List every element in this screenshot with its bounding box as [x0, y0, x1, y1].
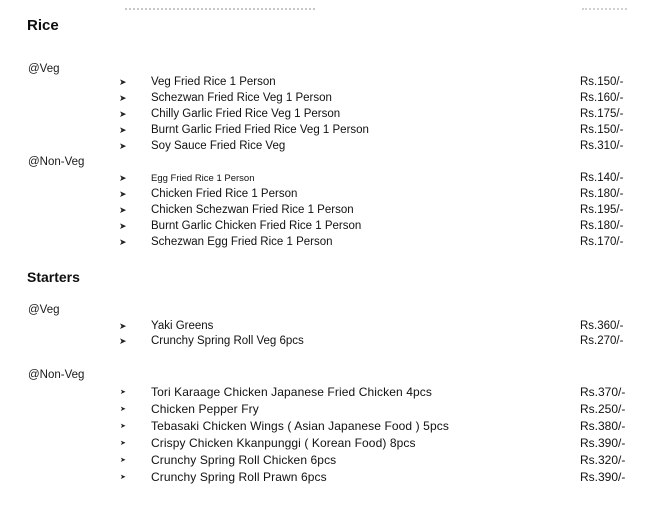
group-label-rice-veg: @Veg	[28, 63, 60, 75]
arrowhead-bullet-icon: ➤	[119, 336, 127, 346]
menu-item	[0, 320, 650, 336]
menu-item	[0, 172, 650, 188]
menu-item-name: Tori Karaage Chicken Japanese Fried Chicken 4pcs	[151, 385, 432, 399]
menu-item-price: Rs.180/-	[580, 188, 624, 200]
section-title-rice: Rice	[27, 17, 59, 34]
menu-item-name: Schezwan Egg Fried Rice 1 Person	[151, 236, 333, 248]
menu-item-price: Rs.175/-	[580, 108, 624, 120]
menu-item-name: Chicken Schezwan Fried Rice 1 Person	[151, 204, 354, 216]
menu-item-price: Rs.160/-	[580, 92, 624, 104]
menu-item	[0, 402, 650, 418]
group-label-starters-non-veg: @Non-Veg	[28, 369, 85, 381]
menu-item-price: Rs.270/-	[580, 335, 624, 347]
menu-item-price: Rs.140/-	[580, 172, 624, 184]
section-title-starters: Starters	[27, 269, 80, 285]
menu-item-name: Crunchy Spring Roll Prawn 6pcs	[151, 470, 327, 484]
menu-item-price: Rs.320/-	[580, 453, 626, 467]
menu-item-price: Rs.170/-	[580, 236, 624, 248]
menu-item	[0, 140, 650, 156]
menu-item	[0, 419, 650, 435]
menu-item-name: Chicken Fried Rice 1 Person	[151, 188, 298, 200]
menu-item-name: Chilly Garlic Fried Rice Veg 1 Person	[151, 108, 341, 120]
menu-item-name: Egg Fried Rice 1 Person	[151, 173, 255, 184]
menu-item	[0, 385, 650, 401]
menu-item-name: Tebasaki Chicken Wings ( Asian Japanese Food ) 5pcs	[151, 419, 449, 433]
menu-item-price: Rs.390/-	[580, 470, 626, 484]
arrowhead-bullet-icon: ➤	[119, 77, 127, 87]
menu-item-price: Rs.390/-	[580, 436, 626, 450]
menu-item-price: Rs.150/-	[580, 124, 624, 136]
menu-item	[0, 188, 650, 204]
menu-item	[0, 92, 650, 108]
menu-item-price: Rs.250/-	[580, 402, 626, 416]
menu-item-price: Rs.180/-	[580, 220, 624, 232]
arrowhead-bullet-icon: ➤	[119, 173, 127, 183]
menu-item-name: Crunchy Spring Roll Chicken 6pcs	[151, 453, 337, 467]
group-label-starters-veg: @Veg	[28, 304, 60, 316]
menu-item-name: Yaki Greens	[151, 320, 214, 332]
menu-item	[0, 436, 650, 452]
group-label-rice-non-veg: @Non-Veg	[28, 156, 85, 168]
menu-item-price: Rs.310/-	[580, 140, 624, 152]
arrowhead-bullet-icon: ➤	[119, 205, 127, 215]
cropped-text-remnant	[125, 8, 315, 14]
menu-item-name: Burnt Garlic Chicken Fried Rice 1 Person	[151, 220, 362, 232]
menu-item-name: Crunchy Spring Roll Veg 6pcs	[151, 335, 304, 347]
menu-item-price: Rs.380/-	[580, 419, 626, 433]
menu-item-price: Rs.370/-	[580, 385, 626, 399]
arrowhead-bullet-icon: ➤	[119, 237, 127, 247]
menu-item-name: Chicken Pepper Fry	[151, 402, 259, 416]
arrowhead-bullet-icon: ➤	[119, 109, 127, 119]
arrowhead-bullet-icon: ➤	[120, 423, 126, 430]
cropped-price-remnant	[582, 8, 627, 14]
menu-item	[0, 108, 650, 124]
arrowhead-bullet-icon: ➤	[119, 93, 127, 103]
menu-item-name: Burnt Garlic Fried Fried Rice Veg 1 Person	[151, 124, 369, 136]
arrowhead-bullet-icon: ➤	[119, 221, 127, 231]
arrowhead-bullet-icon: ➤	[119, 321, 127, 331]
menu-item-price: Rs.360/-	[580, 320, 624, 332]
arrowhead-bullet-icon: ➤	[119, 125, 127, 135]
menu-item-price: Rs.150/-	[580, 76, 624, 88]
menu-item-name: Soy Sauce Fried Rice Veg	[151, 140, 286, 152]
menu-item	[0, 236, 650, 252]
arrowhead-bullet-icon: ➤	[120, 457, 126, 464]
menu-item	[0, 124, 650, 140]
menu-item	[0, 453, 650, 469]
arrowhead-bullet-icon: ➤	[119, 141, 127, 151]
menu-item	[0, 470, 650, 486]
menu-item-name: Schezwan Fried Rice Veg 1 Person	[151, 92, 332, 104]
arrowhead-bullet-icon: ➤	[120, 440, 126, 447]
menu-item	[0, 335, 650, 351]
menu-item-price: Rs.195/-	[580, 204, 624, 216]
arrowhead-bullet-icon: ➤	[119, 189, 127, 199]
menu-item-name: Crispy Chicken Kkanpunggi ( Korean Food) 8pcs	[151, 436, 416, 450]
arrowhead-bullet-icon: ➤	[120, 389, 126, 396]
arrowhead-bullet-icon: ➤	[120, 474, 126, 481]
menu-item	[0, 76, 650, 92]
menu-item-name: Veg Fried Rice 1 Person	[151, 76, 276, 88]
menu-item	[0, 220, 650, 236]
arrowhead-bullet-icon: ➤	[120, 406, 126, 413]
menu-item	[0, 204, 650, 220]
